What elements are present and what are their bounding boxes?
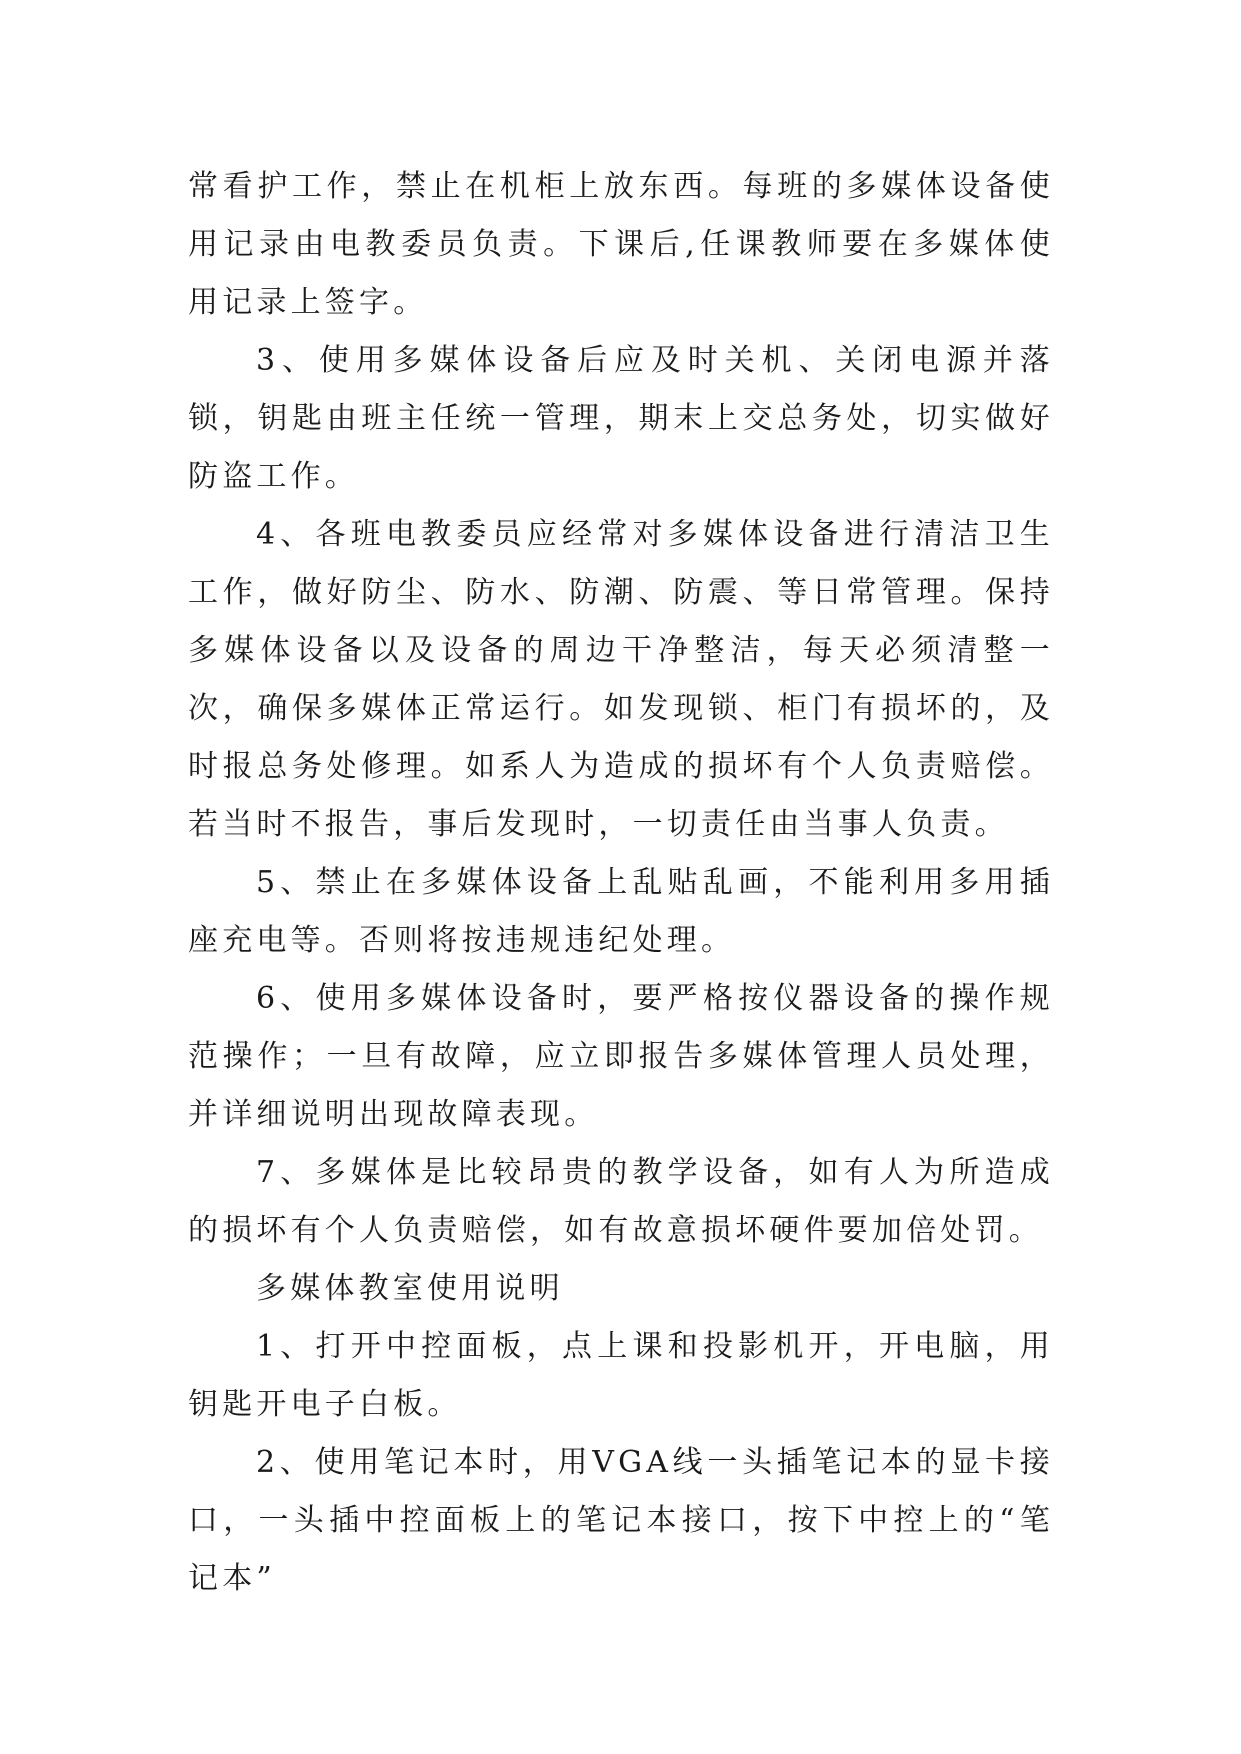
document-body xyxy=(188,158,1054,1608)
instruction-item-1: 1、打开中控面板，点上课和投影机开，开电脑，用钥匙开电子白板。 xyxy=(188,1329,1054,1422)
paragraph-item-7: 7、多媒体是比较昂贵的教学设备，如有人为所造成的损坏有个人负责赔偿，如有故意损坏硬件要加倍处罚。 xyxy=(188,1155,1054,1248)
section-heading: 多媒体教室使用说明 xyxy=(256,1271,564,1306)
paragraph-item-6: 6、使用多媒体设备时，要严格按仪器设备的操作规范操作；一旦有故障，应立即报告多媒体管理人员处理，并详细说明出现故障表现。 xyxy=(188,981,1054,1132)
paragraph-item-5: 5、禁止在多媒体设备上乱贴乱画，不能利用多用插座充电等。否则将按违规违纪处理。 xyxy=(188,865,1054,958)
paragraph-item-4: 4、各班电教委员应经常对多媒体设备进行清洁卫生工作，做好防尘、防水、防潮、防震、等日常管理。保持多媒体设备以及设备的周边干净整洁，每天必须清整一次，确保多媒体正常运行。如发现锁、柜门有损坏的，及时报总务处修理。如系人为造成的损坏有个人负责赔偿。若当时不报告，事后发现时，一切责任由当事人负责。 xyxy=(188,517,1054,842)
paragraph-continuation: 常看护工作，禁止在机柜上放东西。每班的多媒体设备使用记录由电教委员负责。下课后,任课教师要在多媒体使用记录上签字。 xyxy=(188,169,1054,320)
instruction-item-2: 2、使用笔记本时，用VGA线一头插笔记本的显卡接口，一头插中控面板上的笔记本接口，按下中控上的“笔记本” xyxy=(188,1445,1054,1596)
paragraph-item-3: 3、使用多媒体设备后应及时关机、关闭电源并落锁，钥匙由班主任统一管理，期末上交总务处，切实做好防盗工作。 xyxy=(188,343,1054,494)
